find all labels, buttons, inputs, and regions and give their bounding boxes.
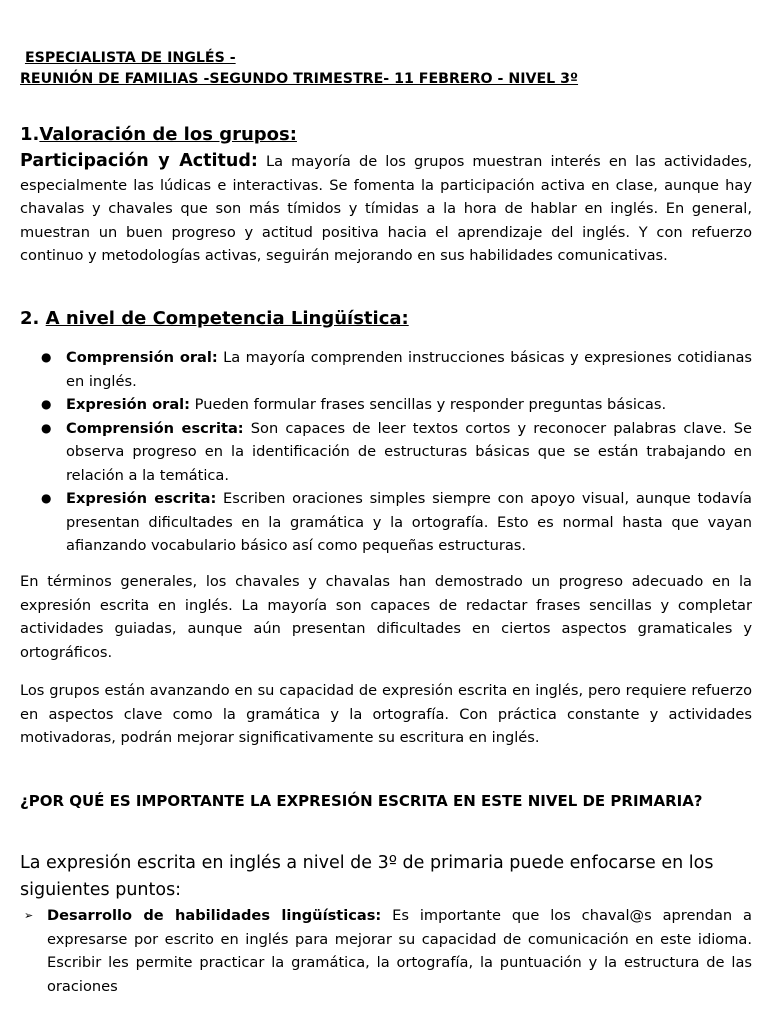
list-item: ● Expresión escrita: Escriben oraciones simples siempre con apoyo visual, aunque todavía presentan dificultades en la gramática y la ortografía. Esto es normal hasta que vayan afianzando vocabulario básico así como pequeñas estructuras. [20, 487, 752, 558]
competence-list [20, 346, 752, 558]
bullet-icon: ● [41, 350, 52, 364]
list-item: ● Comprensión escrita: Son capaces de leer textos cortos y reconocer palabras clave. Se observa progreso en la identificación de estructuras básicas que se están trabajando en relación a la temática. [20, 417, 752, 488]
list-item: ● Comprensión oral: La mayoría comprenden instrucciones básicas y expresiones cotidianas en inglés. [20, 346, 752, 393]
header-line-1: ESPECIALISTA DE INGLÉS - [24, 50, 236, 66]
section-1-body: Participación y Actitud: La mayoría de los grupos muestran interés en las actividades, especialmente las lúdicas e interactivas. Se fomenta la participación activa en clase, aunque hay chavalas y chavales que son más tímidos y tímidas a la hora de hablar en inglés. En general, muestran un buen progreso y actitud positiva hacia el aprendizaje del inglés. Y con refuerzo continuo y metodologías activas, seguirán mejorando en sus habilidades comunicativas. [20, 151, 752, 264]
list-item: ● Expresión oral: Pueden formular frases sencillas y responder preguntas básicas. [20, 393, 752, 417]
section-2-heading: 2. A nivel de Competencia Lingüística: [20, 308, 409, 329]
bullet-icon: ● [41, 420, 52, 435]
arrow-bullet-icon: ➢ [24, 909, 34, 922]
list-item: ➢ Desarrollo de habilidades lingüísticas: Es importante que los chaval@s aprendan a expresarse por escrito en inglés para mejorar su capacidad de comunicación en este idioma. Escribir les permite practicar la gramática, la ortografía, la puntuación y la estructura de las oraciones [20, 904, 752, 998]
section-2 [20, 306, 752, 558]
section-1-heading: 1.Valoración de los grupos: [20, 124, 297, 145]
summary-paragraph-2: Los grupos están avanzando en su capacidad de expresión escrita en inglés, pero requiere refuerzo en aspectos clave como la gramática y la ortografía. Con práctica constante y actividades motivadoras, podrán mejorar significativamente su escritura en inglés. [20, 682, 752, 746]
bullet-icon: ● [41, 491, 52, 505]
question-heading: ¿POR QUÉ ES IMPORTANTE LA EXPRESIÓN ESCRITA EN ESTE NIVEL DE PRIMARIA? [20, 792, 703, 810]
document-header [20, 48, 752, 90]
bullet-icon: ● [41, 397, 52, 411]
points-list [20, 904, 752, 998]
intro-paragraph: La expresión escrita en inglés a nivel de 3º de primaria puede enfocarse en los siguientes puntos: [20, 853, 714, 900]
header-line-2: REUNIÓN DE FAMILIAS -SEGUNDO TRIMESTRE- 11 FEBRERO - NIVEL 3º [20, 71, 579, 87]
summary-paragraph-1: En términos generales, los chavales y chavalas han demostrado un progreso adecuado en la expresión escrita en inglés. La mayoría son capaces de redactar frases sencillas y completar actividades guiadas, aunque aún presentan dificultades en ciertos aspectos gramaticales y ortográficos. [20, 573, 752, 661]
section-1 [20, 122, 752, 268]
